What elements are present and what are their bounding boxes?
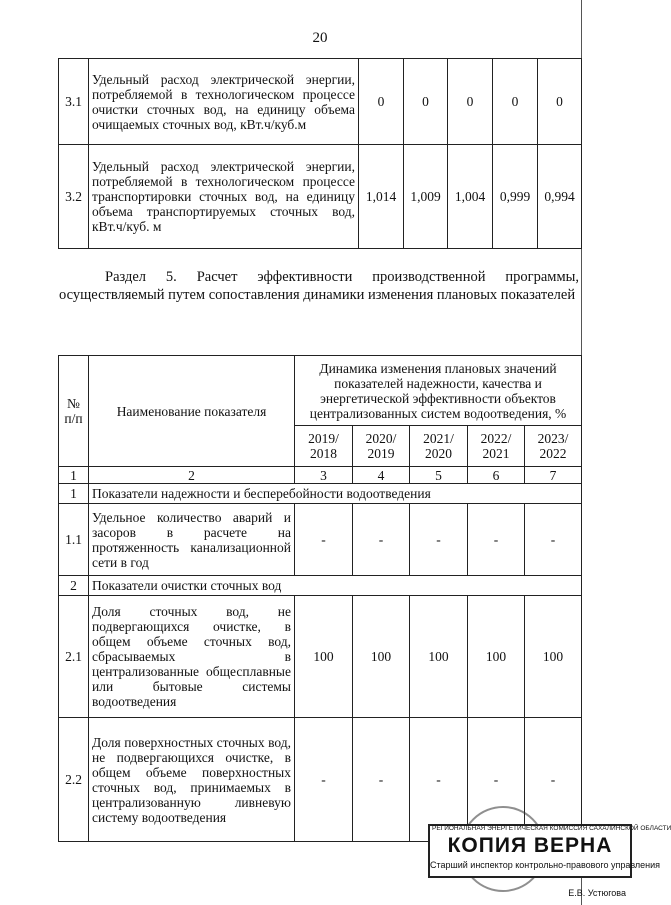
value-cell: - xyxy=(295,718,353,842)
value-cell: - xyxy=(410,504,468,576)
value-cell: - xyxy=(353,504,410,576)
value-cell: 100 xyxy=(525,596,582,718)
column-number: 7 xyxy=(525,467,582,484)
year-header: 2019/ 2018 xyxy=(295,426,353,467)
section-number: 2 xyxy=(59,576,89,596)
value-cell: 1,009 xyxy=(404,145,448,249)
table-row xyxy=(59,596,582,718)
column-number: 5 xyxy=(410,467,468,484)
value-cell: - xyxy=(525,718,582,842)
indicator-name: Удельное количество аварий и засоров в расчете на протяженность канализационной сети в год xyxy=(89,504,295,576)
value-cell: 100 xyxy=(295,596,353,718)
stamp-box xyxy=(428,824,671,878)
value-cell: 0 xyxy=(448,59,493,145)
section-heading: Раздел 5. Расчет эффективности производственной программы, осуществляемый путем сопоставления динамики изменения плановых показателей xyxy=(59,269,579,303)
value-cell: 100 xyxy=(410,596,468,718)
year-header: 2023/ 2022 xyxy=(525,426,582,467)
row-number: 1.1 xyxy=(59,504,89,576)
row-number: 3.1 xyxy=(59,59,89,145)
value-cell: 0,999 xyxy=(493,145,538,249)
value-cell: 1,004 xyxy=(448,145,493,249)
value-cell: - xyxy=(295,504,353,576)
section-number: 1 xyxy=(59,484,89,504)
indicator-name: Доля поверхностных сточных вод, не подвергающихся очистке, в общем объеме поверхностных сточных вод, принимаемых в централизованную ливневую систему водоотведения xyxy=(89,718,295,842)
row-number: 2.2 xyxy=(59,718,89,842)
year-header: 2021/ 2020 xyxy=(410,426,468,467)
value-cell: - xyxy=(468,718,525,842)
year-header: 2020/ 2019 xyxy=(353,426,410,467)
value-cell: - xyxy=(353,718,410,842)
value-cell: - xyxy=(525,504,582,576)
indicator-name: Удельный расход электрической энергии, потребляемой в технологическом процессе очистки сточных вод, на единицу объема очищаемых сточных вод, кВт.ч/куб.м xyxy=(89,59,359,145)
stamp-signer-name: Е.В. Устюгова xyxy=(568,888,626,898)
main-table xyxy=(58,355,582,842)
row-number: 3.2 xyxy=(59,145,89,249)
value-cell: 0 xyxy=(359,59,404,145)
value-cell: 0 xyxy=(404,59,448,145)
header-dynamics: Динамика изменения плановых значений показателей надежности, качества и энергетической эффективности объектов централизованных систем водоотведения, % xyxy=(295,356,582,426)
value-cell: 100 xyxy=(353,596,410,718)
header-name: Наименование показателя xyxy=(89,356,295,467)
section-title: Показатели надежности и бесперебойности водоотведения xyxy=(89,484,582,504)
stamp-position: Старший инспектор контрольно-правового управления xyxy=(430,860,661,870)
header-num: № п/п xyxy=(59,356,89,467)
value-cell: 0 xyxy=(493,59,538,145)
table-row xyxy=(59,145,582,249)
indicator-name: Удельный расход электрической энергии, потребляемой в технологическом процессе транспортировки сточных вод, на единицу объема транспортируемых сточных вод, кВт.ч/куб. м xyxy=(89,145,359,249)
certification-stamp xyxy=(428,806,671,900)
row-number: 2.1 xyxy=(59,596,89,718)
top-table xyxy=(58,58,582,249)
column-number: 6 xyxy=(468,467,525,484)
value-cell: 100 xyxy=(468,596,525,718)
section-title: Показатели очистки сточных вод xyxy=(89,576,582,596)
value-cell: 0,994 xyxy=(538,145,582,249)
column-number: 1 xyxy=(59,467,89,484)
table-row xyxy=(59,504,582,576)
value-cell: 1,014 xyxy=(359,145,404,249)
page-number: 20 xyxy=(312,30,328,46)
value-cell: - xyxy=(410,718,468,842)
year-header: 2022/ 2021 xyxy=(468,426,525,467)
stamp-title: КОПИЯ ВЕРНА xyxy=(447,834,613,857)
value-cell: - xyxy=(468,504,525,576)
column-number: 2 xyxy=(89,467,295,484)
column-number: 4 xyxy=(353,467,410,484)
column-number: 3 xyxy=(295,467,353,484)
table-row xyxy=(59,59,582,145)
stamp-organization: РЕГИОНАЛЬНАЯ ЭНЕРГЕТИЧЕСКАЯ КОМИССИЯ САХАЛИНСКОЙ ОБЛАСТИ xyxy=(432,825,671,832)
indicator-name: Доля сточных вод, не подвергающихся очистке, в общем объеме сточных вод, сбрасываемых в централизованные общесплавные или бытовые системы водоотведения xyxy=(89,596,295,718)
value-cell: 0 xyxy=(538,59,582,145)
